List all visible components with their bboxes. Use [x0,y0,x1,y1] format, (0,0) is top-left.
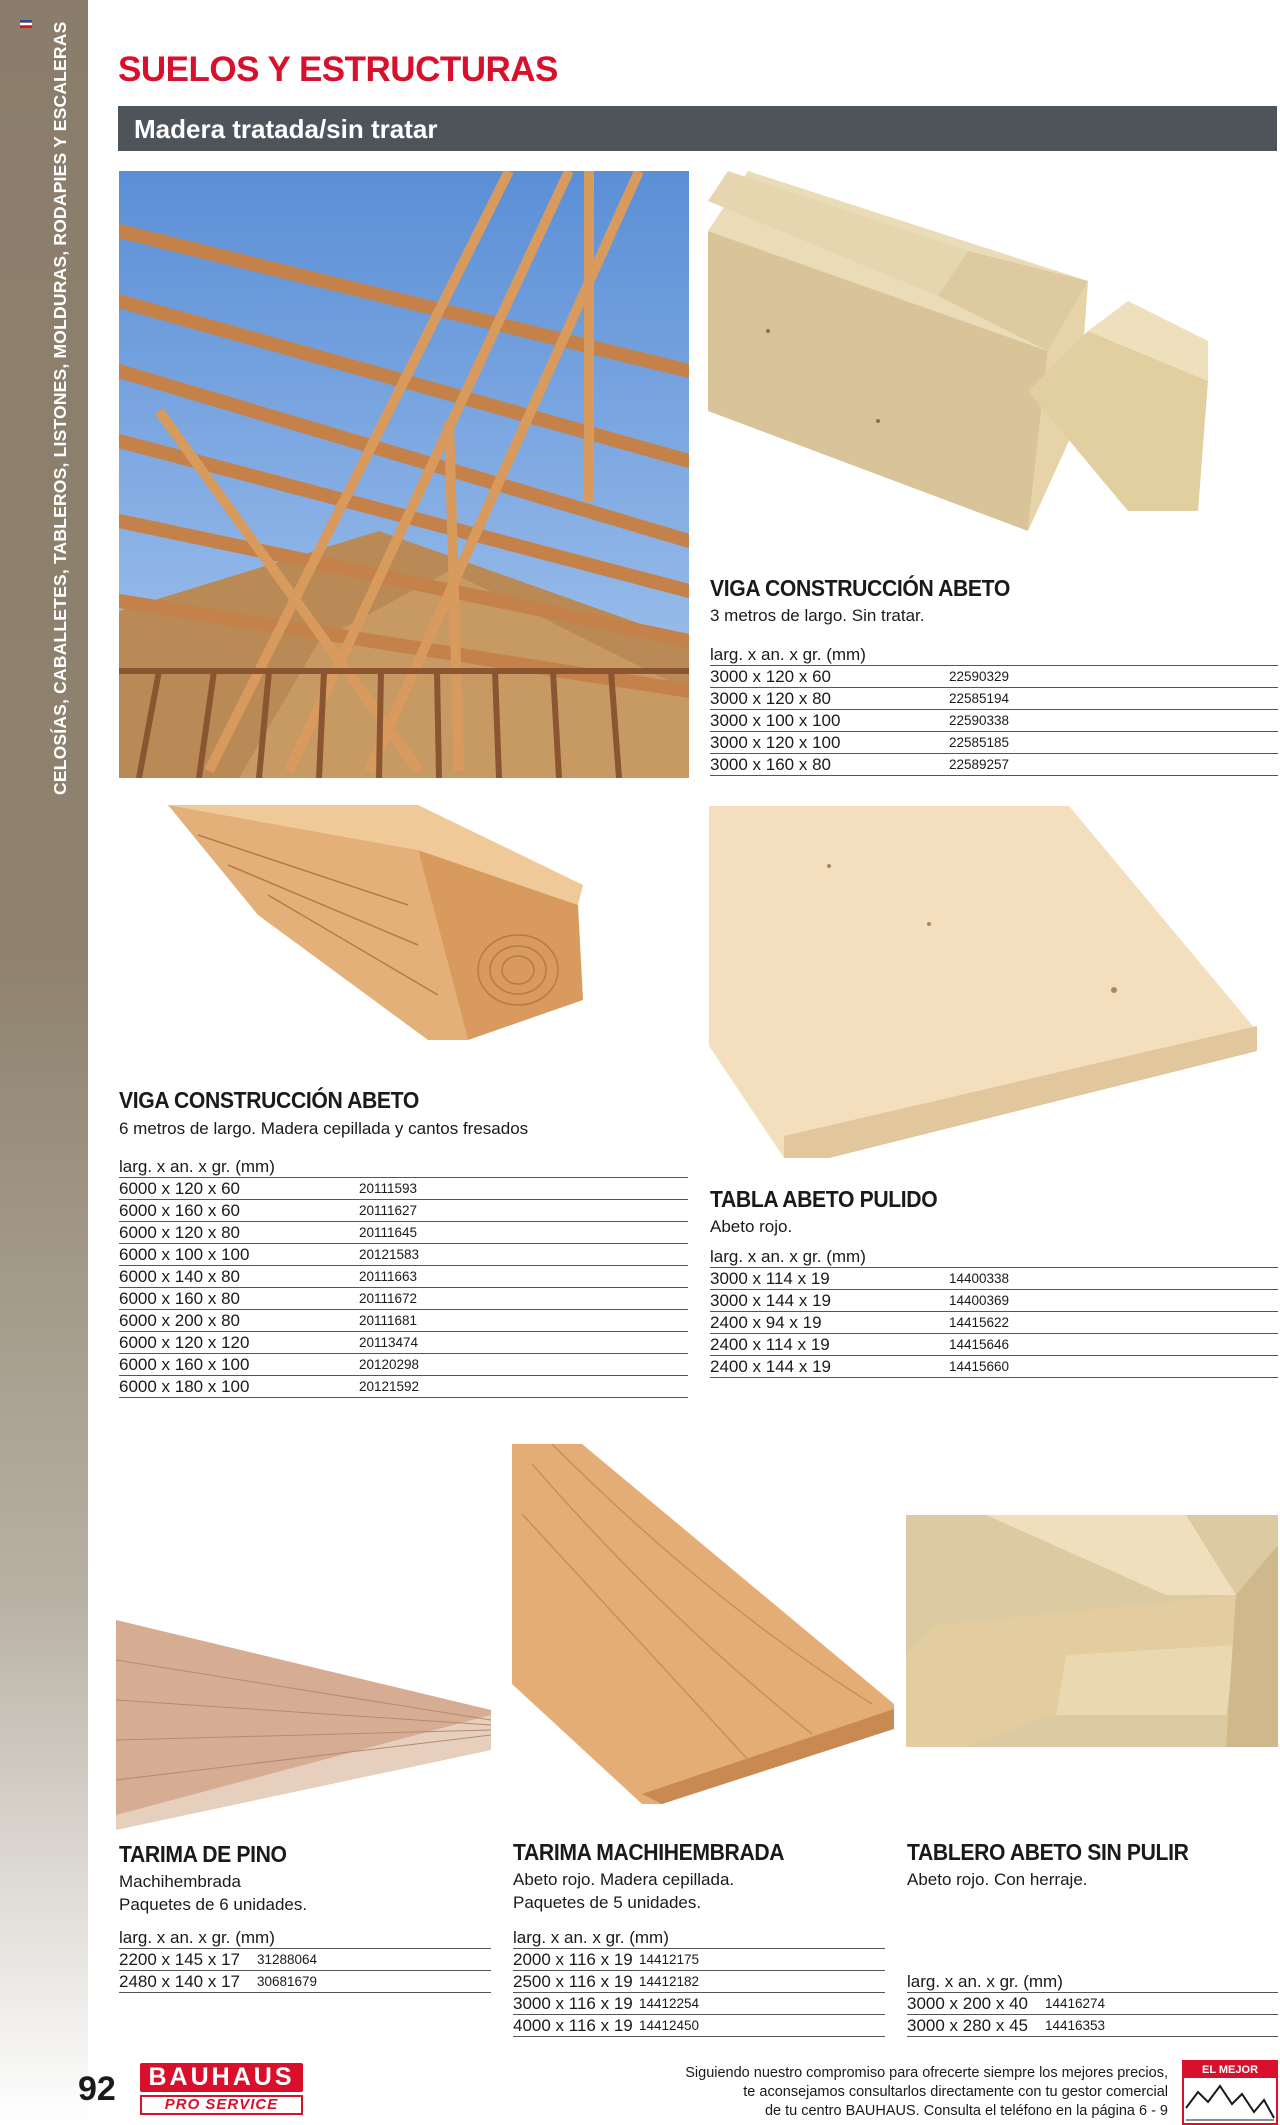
polished-board-photo [709,806,1257,1158]
product-title: VIGA CONSTRUCCIÓN ABETO [119,1087,419,1113]
table-row [710,1312,1278,1334]
dimensions-cell: 3000 x 144 x 19 [710,1290,831,1310]
rough-fir-board-photo [906,1515,1278,1747]
dimensions-cell: 4000 x 116 x 19 [513,2015,633,2035]
article-code-cell: 20121583 [359,1247,420,1262]
product-title: TARIMA MACHIHEMBRADA [513,1839,785,1865]
product-title: TABLA ABETO PULIDO [710,1186,938,1212]
fir-beam-stack-photo [708,171,1208,531]
table-header: larg. x an. x gr. (mm) [513,1927,885,1949]
table-header: larg. x an. x gr. (mm) [119,1927,491,1949]
table-row [119,1949,491,1971]
article-code-cell: 20111627 [359,1203,418,1218]
table-header: larg. x an. x gr. (mm) [710,1246,1278,1268]
article-code-cell: 20113474 [359,1335,419,1350]
article-code-cell: 14412450 [639,2018,700,2033]
article-code-cell: 31288064 [257,1952,318,1967]
dimensions-cell: 2400 x 94 x 19 [710,1312,822,1332]
best-price-badge [1182,2060,1278,2125]
table-row [710,1290,1278,1312]
table-row [119,1354,688,1376]
article-code-cell: 22590329 [949,669,1010,684]
product-description: 6 metros de largo. Madera cepillada y cantos fresados [119,1119,529,1138]
dimensions-cell: 6000 x 140 x 80 [119,1266,240,1286]
dimensions-cell: 2500 x 116 x 19 [513,1971,633,1991]
product-description: Paquetes de 5 unidades. [513,1893,702,1912]
dimensions-cell: 2400 x 114 x 19 [710,1334,830,1354]
bauhaus-pro-service-logo [140,2063,303,2115]
table-row [710,688,1278,710]
table-row [513,1993,885,2015]
dimensions-cell: 3000 x 120 x 60 [710,666,831,686]
dimensions-cell: 3000 x 160 x 80 [710,754,831,774]
dimensions-cell: 6000 x 200 x 80 [119,1310,240,1330]
article-code-cell: 22590338 [949,713,1010,728]
sidebar-category-label: CELOSÍAS, CABALLETES, TABLEROS, LISTONES, MOLDURAS, RODAPIES Y ESCALERAS [50,21,70,795]
product-table [513,1927,885,2037]
product-table [710,644,1278,776]
table-row [513,2015,885,2037]
dimensions-cell: 6000 x 100 x 100 [119,1244,250,1264]
dimensions-cell: 6000 x 120 x 120 [119,1332,250,1352]
footer-note-line: te aconsejamos consultarlos directamente con tu gestor comercial [743,2084,1168,2100]
product-title: TARIMA DE PINO [119,1841,287,1867]
product-description: 3 metros de largo. Sin tratar. [710,606,925,625]
table-row [907,1993,1278,2015]
product-description: Paquetes de 6 unidades. [119,1895,308,1914]
footer-note-line: Siguiendo nuestro compromiso para ofrecerte siempre los mejores precios, [685,2065,1168,2081]
table-row [710,710,1278,732]
product-title: VIGA CONSTRUCCIÓN ABETO [710,575,1010,601]
article-code-cell: 14416353 [1045,2018,1106,2033]
article-code-cell: 14412175 [639,1952,700,1967]
dimensions-cell: 2400 x 144 x 19 [710,1356,831,1376]
table-row [513,1971,885,1993]
article-code-cell: 22585194 [949,691,1010,706]
article-code-cell: 14400338 [949,1271,1010,1286]
article-code-cell: 30681679 [257,1974,318,1989]
badge-label: EL MEJOR PRECIO [1184,2062,1276,2078]
dimensions-cell: 6000 x 160 x 100 [119,1354,250,1374]
article-code-cell: 20121592 [359,1379,420,1394]
article-code-cell: 22589257 [949,757,1010,772]
table-row [119,1200,688,1222]
planed-beam-photo [168,805,588,1045]
article-code-cell: 22585185 [949,735,1010,750]
dimensions-cell: 2200 x 145 x 17 [119,1949,240,1969]
table-row [119,1266,688,1288]
table-header: larg. x an. x gr. (mm) [710,644,1278,666]
article-code-cell: 14415622 [949,1315,1010,1330]
article-code-cell: 14416274 [1045,1996,1106,2011]
table-row [119,1971,491,1993]
article-code-cell: 20111672 [359,1291,418,1306]
product-description: Machihembrada [119,1872,241,1891]
logo-subtitle: PRO SERVICE [140,2095,303,2115]
product-description: Abeto rojo. [710,1217,793,1236]
dimensions-cell: 6000 x 180 x 100 [119,1376,250,1396]
dimensions-cell: 3000 x 200 x 40 [907,1993,1028,2013]
dimensions-cell: 3000 x 280 x 45 [907,2015,1028,2035]
sidebar [0,0,88,2125]
table-row [119,1376,688,1398]
product-table [119,1156,688,1398]
article-code-cell: 20111645 [359,1225,418,1240]
product-description: Abeto rojo. Con herraje. [907,1870,1088,1889]
dimensions-cell: 3000 x 120 x 100 [710,732,841,752]
page-title: SUELOS Y ESTRUCTURAS [118,50,558,89]
table-row [513,1949,885,1971]
footer-note-line: de tu centro BAUHAUS. Consulta el teléfono en la página 6 - 9 [764,2103,1168,2119]
table-header: larg. x an. x gr. (mm) [119,1156,688,1178]
dimensions-cell: 2480 x 140 x 17 [119,1971,240,1991]
table-row [119,1244,688,1266]
table-row [119,1288,688,1310]
article-code-cell: 14412254 [639,1996,700,2011]
table-row [119,1178,688,1200]
dimensions-cell: 3000 x 100 x 100 [710,710,841,730]
table-row [710,732,1278,754]
dimensions-cell: 6000 x 160 x 80 [119,1288,240,1308]
table-row [710,1268,1278,1290]
article-code-cell: 20111663 [359,1269,418,1284]
logo-wordmark: BAUHAUS [140,2063,303,2092]
article-code-cell: 20111593 [359,1181,418,1196]
dimensions-cell: 3000 x 116 x 19 [513,1993,633,2013]
price-chart-icon [1184,2078,1276,2123]
product-table [119,1927,491,1993]
page-number: 92 [78,2070,116,2108]
table-row [710,1334,1278,1356]
table-row [119,1310,688,1332]
article-code-cell: 14415646 [949,1337,1010,1352]
table-row [710,754,1278,776]
dimensions-cell: 3000 x 120 x 80 [710,688,831,708]
article-code-cell: 14400369 [949,1293,1010,1308]
table-row [710,1356,1278,1378]
table-header: larg. x an. x gr. (mm) [907,1971,1278,1993]
product-table [907,1971,1278,2037]
roof-truss-photo [119,171,689,778]
section-title: Madera tratada/sin tratar [134,114,438,144]
dimensions-cell: 3000 x 114 x 19 [710,1268,830,1288]
dimensions-cell: 6000 x 160 x 60 [119,1200,240,1220]
pine-decking-photo [116,1620,491,1830]
table-row [119,1332,688,1354]
product-description: Abeto rojo. Madera cepillada. [513,1870,735,1889]
flag-icon [20,20,32,28]
footer-price-note [685,2064,1168,2121]
product-table [710,1246,1278,1378]
article-code-cell: 14412182 [639,1974,700,1989]
article-code-cell: 20120298 [359,1357,420,1372]
dimensions-cell: 6000 x 120 x 80 [119,1222,240,1242]
dimensions-cell: 2000 x 116 x 19 [513,1949,633,1969]
table-row [907,2015,1278,2037]
dimensions-cell: 6000 x 120 x 60 [119,1178,240,1198]
article-code-cell: 14415660 [949,1359,1010,1374]
tongue-groove-decking-photo [512,1444,894,1804]
product-title: TABLERO ABETO SIN PULIR [907,1839,1189,1865]
table-row [119,1222,688,1244]
section-bar [118,106,1277,151]
article-code-cell: 20111681 [359,1313,418,1328]
table-row [710,666,1278,688]
